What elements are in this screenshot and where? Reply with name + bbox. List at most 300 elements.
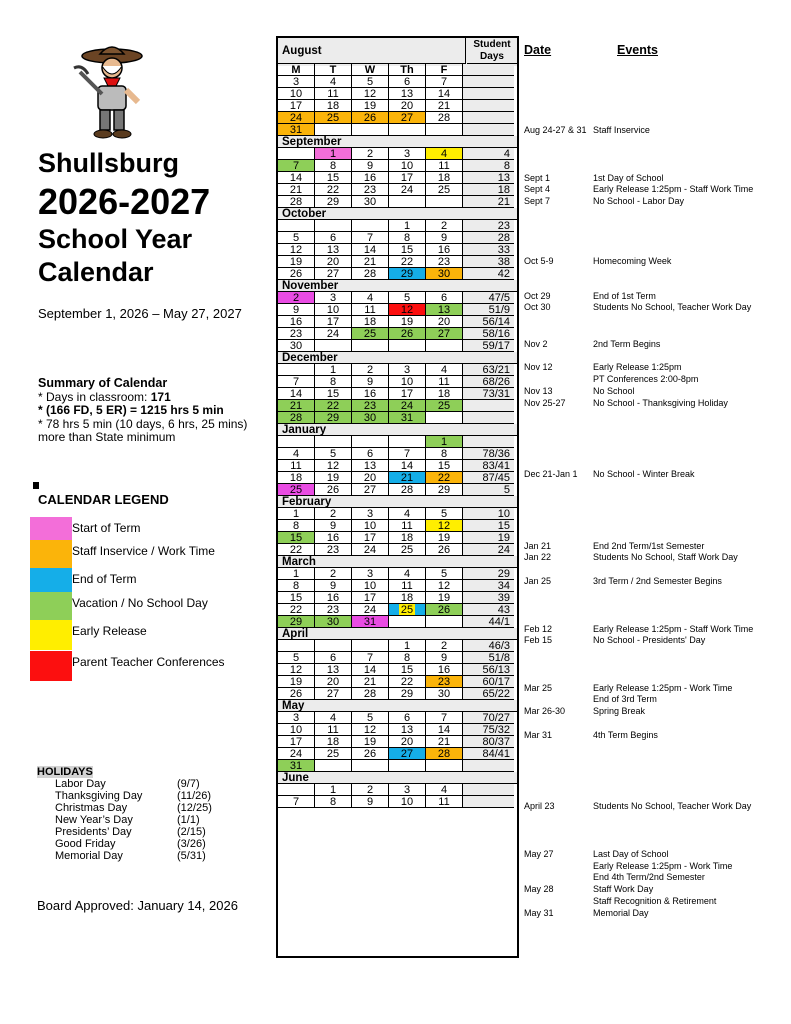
day-cell: 10: [389, 376, 426, 388]
week-row: [278, 160, 514, 172]
bullet-mark: [33, 482, 39, 489]
day-cell: 5: [389, 292, 426, 304]
day-cell: 11: [426, 796, 463, 808]
day-cell: 26: [278, 268, 315, 280]
day-cell: 22: [315, 184, 352, 196]
week-row: [278, 172, 514, 184]
day-cell: 18: [426, 172, 463, 184]
holiday-name: Labor Day: [55, 778, 106, 790]
day-cell: 29: [389, 688, 426, 700]
day-cell: 12: [352, 88, 389, 100]
day-cell: 20: [426, 316, 463, 328]
day-cell: 15: [389, 664, 426, 676]
day-cell: 15: [278, 532, 315, 544]
event-date: Nov 25-27: [524, 398, 566, 408]
event-text: Staff Inservice: [593, 125, 650, 135]
day-cell: 25: [389, 604, 426, 616]
day-cell: 14: [278, 388, 315, 400]
day-cell: [278, 784, 315, 796]
day-cell: 1: [315, 364, 352, 376]
month-header: November: [278, 280, 517, 292]
week-row: [278, 532, 514, 544]
day-cell: 20: [352, 472, 389, 484]
student-days-value: 87/45: [463, 472, 514, 484]
weekday-header: Th: [389, 64, 426, 76]
day-cell: 18: [352, 316, 389, 328]
week-row: [278, 124, 514, 136]
holiday-row: [37, 826, 212, 838]
day-cell: 28: [426, 112, 463, 124]
weekday-header: M: [278, 64, 315, 76]
title-line-school-year: School Year: [38, 224, 193, 254]
mascot-logo: [72, 42, 150, 140]
student-days-value: 21: [463, 196, 514, 208]
day-cell: 17: [352, 592, 389, 604]
day-cell: 11: [389, 580, 426, 592]
holiday-date: (1/1): [177, 814, 200, 826]
legend-swatch: [30, 620, 72, 650]
holiday-row: [37, 814, 212, 826]
weekday-header: W: [352, 64, 389, 76]
student-days-value: [463, 760, 514, 772]
day-cell: 28: [352, 688, 389, 700]
day-cell: 27: [352, 484, 389, 496]
day-cell: 19: [352, 736, 389, 748]
event-date: Oct 29: [524, 291, 551, 301]
day-cell: 28: [389, 484, 426, 496]
day-cell: 21: [352, 256, 389, 268]
event-text: 2nd Term Begins: [593, 339, 661, 349]
summary-heading: Summary of Calendar: [38, 376, 168, 390]
student-days-value: 18: [463, 184, 514, 196]
event-text: No School: [593, 386, 635, 396]
event-text: 4th Term Begins: [593, 730, 658, 740]
week-row: [278, 676, 514, 688]
week-row: [278, 316, 514, 328]
day-cell: 2: [352, 364, 389, 376]
week-row: [278, 664, 514, 676]
month-header: June: [278, 772, 517, 784]
school-years: 2026-2027: [38, 181, 211, 222]
day-cell: [352, 760, 389, 772]
day-cell: [352, 220, 389, 232]
day-cell: 8: [315, 376, 352, 388]
student-days-value: 59/17: [463, 340, 514, 352]
day-cell: 11: [315, 724, 352, 736]
summary-extra: * 78 hrs 5 min (10 days, 6 hrs, 25 mins) more than State minimum: [38, 416, 248, 444]
day-cell: 15: [315, 172, 352, 184]
legend-swatch: [30, 651, 72, 681]
week-row: [278, 364, 514, 376]
student-days-value: 15: [463, 520, 514, 532]
day-cell: 23: [426, 256, 463, 268]
week-row: [278, 748, 514, 760]
event-date: Sept 4: [524, 184, 551, 194]
day-cell: 20: [315, 676, 352, 688]
day-cell: 26: [426, 544, 463, 556]
week-row: [278, 256, 514, 268]
day-cell: 25: [426, 400, 463, 412]
day-cell: 29: [426, 484, 463, 496]
event-text: PT Conferences 2:00-8pm: [593, 374, 699, 384]
day-cell: 22: [278, 604, 315, 616]
day-cell: 14: [278, 172, 315, 184]
day-cell: 17: [389, 172, 426, 184]
day-cell: 1: [278, 568, 315, 580]
day-cell: [352, 340, 389, 352]
month-header: September: [278, 136, 517, 148]
day-cell: 14: [426, 724, 463, 736]
event-text: Early Release 1:25pm - Work Time: [593, 861, 733, 871]
day-cell: 2: [278, 292, 315, 304]
days-in-classroom-value: 171: [150, 389, 171, 404]
week-row: [278, 460, 514, 472]
week-row: [278, 796, 514, 808]
event-date: Nov 12: [524, 362, 553, 372]
day-cell: 8: [315, 160, 352, 172]
event-text: 1st Day of School: [593, 173, 664, 183]
student-days-value: 58/16: [463, 328, 514, 340]
event-date: May 28: [524, 884, 554, 894]
student-days-value: [463, 88, 514, 100]
day-cell: 23: [352, 400, 389, 412]
week-row: [278, 580, 514, 592]
board-approved: Board Approved: January 14, 2026: [37, 898, 238, 913]
day-cell: 10: [278, 724, 315, 736]
week-row: [278, 508, 514, 520]
day-cell: 30: [278, 340, 315, 352]
student-days-value: [463, 100, 514, 112]
week-row: [278, 76, 514, 88]
day-cell: 6: [352, 448, 389, 460]
event-text: Early Release 1:25pm - Staff Work Time: [593, 624, 754, 634]
student-days-value: 47/5: [463, 292, 514, 304]
day-cell: 5: [278, 652, 315, 664]
student-days-value: [463, 412, 514, 424]
student-days-value: 24: [463, 544, 514, 556]
day-cell: 18: [315, 100, 352, 112]
day-cell: 19: [352, 100, 389, 112]
week-row: [278, 220, 514, 232]
day-cell: 24: [352, 544, 389, 556]
day-cell: 9: [426, 232, 463, 244]
day-cell: [315, 760, 352, 772]
day-cell: 26: [315, 484, 352, 496]
event-text: Spring Break: [593, 706, 646, 716]
day-cell: 6: [389, 712, 426, 724]
event-date: Feb 12: [524, 624, 553, 634]
student-days-value: 4: [463, 148, 514, 160]
day-cell: 31: [278, 124, 315, 136]
day-cell: 29: [315, 412, 352, 424]
week-row: [278, 340, 514, 352]
day-cell: 12: [352, 724, 389, 736]
day-cell: 12: [278, 664, 315, 676]
event-date: Mar 26-30: [524, 706, 566, 716]
student-days-value: 75/32: [463, 724, 514, 736]
summary-hours: * (166 FD, 5 ER) = 1215 hrs 5 min: [38, 403, 224, 417]
week-row: [278, 544, 514, 556]
day-cell: 18: [278, 472, 315, 484]
day-cell: 16: [426, 244, 463, 256]
student-days-value: 28: [463, 232, 514, 244]
student-days-value: 70/27: [463, 712, 514, 724]
day-cell: [426, 616, 463, 628]
event-date: Oct 30: [524, 302, 551, 312]
holiday-name: Presidents’ Day: [55, 826, 132, 838]
day-cell: [315, 436, 352, 448]
day-cell: 10: [278, 88, 315, 100]
day-cell: 25: [315, 112, 352, 124]
day-cell: 19: [389, 316, 426, 328]
day-cell: 30: [352, 412, 389, 424]
day-cell: 20: [389, 100, 426, 112]
day-cell: 24: [278, 112, 315, 124]
legend-label: Parent Teacher Conferences: [72, 655, 225, 669]
day-cell: 10: [389, 160, 426, 172]
student-days-value: 38: [463, 256, 514, 268]
student-days-value: 39: [463, 592, 514, 604]
day-cell: [426, 412, 463, 424]
week-row: [278, 196, 514, 208]
student-days-value: 60/17: [463, 676, 514, 688]
holiday-name: New Year’s Day: [55, 814, 133, 826]
day-cell: 3: [278, 712, 315, 724]
day-cell: 17: [315, 316, 352, 328]
day-cell: 27: [389, 748, 426, 760]
day-cell: 31: [352, 616, 389, 628]
day-cell: 23: [315, 604, 352, 616]
day-cell: 4: [426, 148, 463, 160]
day-cell: 8: [426, 448, 463, 460]
day-cell: 24: [389, 184, 426, 196]
day-cell: 22: [389, 256, 426, 268]
day-cell: 25: [426, 184, 463, 196]
week-row: [278, 568, 514, 580]
student-days-value: [463, 796, 514, 808]
event-text: Students No School, Teacher Work Day: [593, 302, 752, 312]
day-cell: [278, 640, 315, 652]
student-days-value: 56/13: [463, 664, 514, 676]
event-date: Jan 22: [524, 552, 552, 562]
holiday-date: (11/26): [177, 790, 212, 802]
event-text: Early Release 1:25pm - Staff Work Time: [593, 184, 754, 194]
day-cell: 25: [278, 484, 315, 496]
event-text: Students No School, Teacher Work Day: [593, 801, 752, 811]
student-days-value: 29: [463, 568, 514, 580]
holiday-name: Memorial Day: [55, 850, 123, 862]
day-cell: 6: [426, 292, 463, 304]
day-cell: 19: [278, 676, 315, 688]
student-days-value: [463, 784, 514, 796]
week-row: [278, 184, 514, 196]
day-cell: 1: [426, 436, 463, 448]
week-row: [278, 388, 514, 400]
day-cell: 4: [426, 364, 463, 376]
week-row: [278, 688, 514, 700]
student-days-value: 68/26: [463, 376, 514, 388]
day-cell: 2: [352, 148, 389, 160]
day-cell: 9: [315, 580, 352, 592]
week-row: [278, 100, 514, 112]
holiday-date: (5/31): [177, 850, 206, 862]
day-cell: [389, 124, 426, 136]
legend-swatch: [30, 592, 72, 622]
month-header: May: [278, 700, 517, 712]
day-cell: 13: [352, 460, 389, 472]
day-cell: 21: [426, 100, 463, 112]
student-days-value: [463, 76, 514, 88]
day-cell: 19: [278, 256, 315, 268]
holiday-name: Good Friday: [55, 838, 116, 850]
day-cell: [426, 124, 463, 136]
student-days-value: 63/21: [463, 364, 514, 376]
week-row: [278, 148, 514, 160]
day-cell: 9: [278, 304, 315, 316]
week-row: [278, 736, 514, 748]
day-cell: 11: [389, 520, 426, 532]
day-cell: [389, 436, 426, 448]
day-cell: 5: [352, 712, 389, 724]
day-cell: 14: [426, 88, 463, 100]
day-cell: 2: [315, 508, 352, 520]
student-days-value: 83/41: [463, 460, 514, 472]
day-cell: 4: [389, 508, 426, 520]
day-cell: 11: [426, 376, 463, 388]
day-cell: [426, 760, 463, 772]
day-cell: 3: [278, 76, 315, 88]
day-cell: 4: [426, 784, 463, 796]
day-cell: 12: [426, 580, 463, 592]
holiday-name: Christmas Day: [55, 802, 128, 814]
week-row: [278, 448, 514, 460]
event-date: Jan 25: [524, 576, 552, 586]
day-cell: 25: [315, 748, 352, 760]
day-cell: 10: [315, 304, 352, 316]
week-row: [278, 652, 514, 664]
day-cell: 16: [352, 172, 389, 184]
day-cell: 13: [315, 664, 352, 676]
student-days-cell: [463, 64, 514, 76]
days-in-classroom-label: * Days in classroom:: [38, 389, 148, 404]
student-days-value: [463, 436, 514, 448]
day-cell: 24: [315, 328, 352, 340]
day-cell: 30: [426, 688, 463, 700]
day-cell: 10: [389, 796, 426, 808]
day-cell: 20: [315, 256, 352, 268]
day-cell: 24: [352, 604, 389, 616]
day-cell: 30: [352, 196, 389, 208]
day-cell: 7: [352, 652, 389, 664]
day-cell: 9: [352, 796, 389, 808]
event-text: Staff Work Day: [593, 884, 654, 894]
week-row: [278, 724, 514, 736]
day-cell: 1: [315, 148, 352, 160]
student-days-value: 46/3: [463, 640, 514, 652]
student-days-header: Student Days: [467, 38, 517, 64]
student-days-value: [463, 124, 514, 136]
day-cell: 17: [278, 100, 315, 112]
day-cell: 22: [426, 472, 463, 484]
day-cell: 13: [315, 244, 352, 256]
day-cell: 3: [389, 364, 426, 376]
holiday-row: [37, 838, 212, 850]
day-cell: 26: [352, 748, 389, 760]
day-cell: 19: [315, 472, 352, 484]
day-cell: 15: [278, 592, 315, 604]
weekday-header-row: [278, 64, 514, 76]
student-days-value: 8: [463, 160, 514, 172]
week-row: [278, 592, 514, 604]
week-row: [278, 268, 514, 280]
week-row: [278, 760, 514, 772]
day-cell: 23: [352, 184, 389, 196]
legend-label: Early Release: [72, 624, 147, 638]
event-date: Jan 21: [524, 541, 552, 551]
week-row: [278, 604, 514, 616]
week-row: [278, 292, 514, 304]
legend-label: End of Term: [72, 572, 137, 586]
day-cell: 7: [278, 160, 315, 172]
student-days-value: 13: [463, 172, 514, 184]
day-cell: 8: [315, 796, 352, 808]
day-cell: 4: [389, 568, 426, 580]
legend-label: Staff Inservice / Work Time: [72, 544, 215, 558]
day-cell: 29: [389, 268, 426, 280]
day-cell: 14: [352, 244, 389, 256]
event-date: May 27: [524, 849, 554, 859]
event-date: April 23: [524, 801, 555, 811]
day-cell: 11: [315, 88, 352, 100]
day-cell: 9: [426, 652, 463, 664]
event-text: Memorial Day: [593, 908, 649, 918]
day-cell: 21: [426, 736, 463, 748]
day-cell: 27: [389, 112, 426, 124]
day-cell: [352, 124, 389, 136]
day-cell: 25: [352, 328, 389, 340]
day-cell: 16: [426, 664, 463, 676]
day-cell: 30: [426, 268, 463, 280]
event-text: Staff Recognition & Retirement: [593, 896, 717, 906]
week-row: [278, 328, 514, 340]
event-text: No School - Labor Day: [593, 196, 685, 206]
day-cell: 13: [389, 724, 426, 736]
day-cell: 19: [426, 532, 463, 544]
day-cell: 28: [278, 412, 315, 424]
month-header: December: [278, 352, 517, 364]
student-days-value: 44/1: [463, 616, 514, 628]
title-line-calendar: Calendar: [38, 257, 154, 287]
day-cell: [315, 340, 352, 352]
events-date-header: Date: [524, 43, 552, 57]
day-cell: [278, 364, 315, 376]
day-cell: 7: [352, 232, 389, 244]
day-cell: 10: [352, 580, 389, 592]
day-cell: 18: [426, 388, 463, 400]
day-cell: 31: [389, 412, 426, 424]
student-days-value: 23: [463, 220, 514, 232]
event-text: Early Release 1:25pm - Work Time: [593, 683, 733, 693]
week-row: [278, 784, 514, 796]
day-cell: 3: [315, 292, 352, 304]
day-cell: 2: [352, 784, 389, 796]
week-row: [278, 640, 514, 652]
event-date: Mar 25: [524, 683, 553, 693]
day-cell: 5: [352, 76, 389, 88]
holiday-row: [37, 850, 212, 862]
day-cell: 5: [315, 448, 352, 460]
day-cell: 10: [352, 520, 389, 532]
